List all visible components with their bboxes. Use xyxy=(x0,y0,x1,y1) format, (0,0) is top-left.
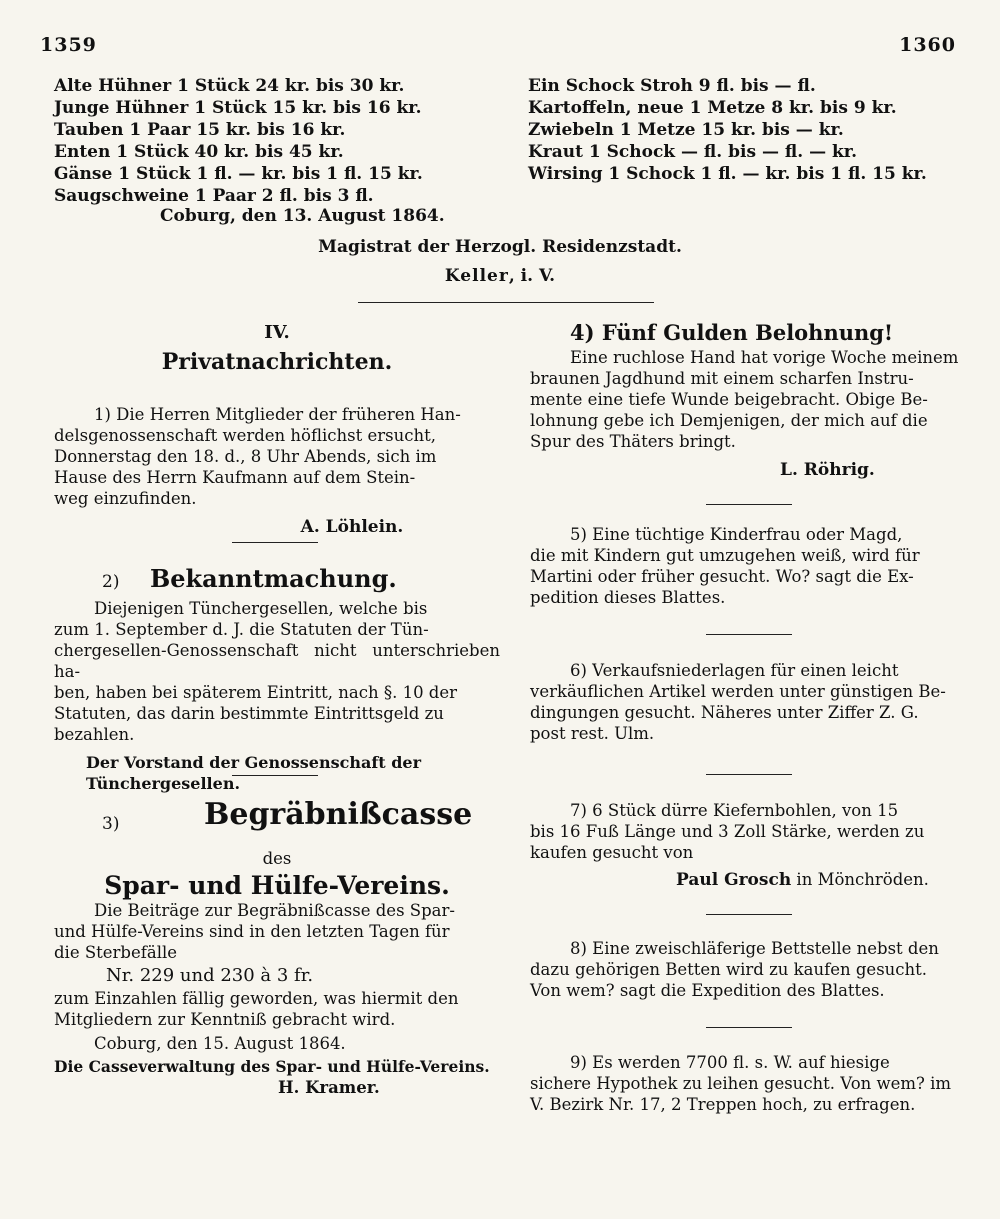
notice-divider xyxy=(706,914,792,915)
notice-line: bis 16 Fuß Länge und 3 Zoll Stärke, werden zu xyxy=(530,822,925,841)
notice-line: V. Bezirk Nr. 17, 2 Treppen hoch, zu erfragen. xyxy=(530,1095,916,1114)
notice-subtitle: Spar- und Hülfe-Vereins. xyxy=(104,871,450,900)
notice-line: mente eine tiefe Wunde beigebracht. Obige Be- xyxy=(530,390,928,409)
notice-3 xyxy=(54,797,500,1098)
notice-line: die mit Kindern gut umzugehen weiß, wird für xyxy=(530,546,920,565)
notice-line: 8) Eine zweischläferige Bettstelle nebst den xyxy=(570,939,939,958)
notice-line: Donnerstag den 18. d., 8 Uhr Abends, sich im xyxy=(54,447,437,466)
signature-name: Paul Grosch xyxy=(676,870,792,890)
notice-6 xyxy=(530,660,970,744)
notice-line: Statuten, das darin bestimmte Eintrittsgeld zu xyxy=(54,704,444,723)
notice-signature: Der Vorstand der Genossenschaft der Tünchergesellen. xyxy=(86,753,421,793)
section-divider xyxy=(358,302,654,303)
notice-line: 7) 6 Stück dürre Kiefernbohlen, von 15 xyxy=(570,801,899,820)
price-line: Kraut 1 Schock — fl. bis — fl. — kr. xyxy=(528,142,858,162)
price-line: Ein Schock Stroh 9 fl. bis — fl. xyxy=(528,76,816,96)
notice-line: dingungen gesucht. Näheres unter Ziffer Z. G. xyxy=(530,703,919,722)
notice-line: 6) Verkaufsniederlagen für einen leicht xyxy=(570,661,899,680)
price-list-date: Coburg, den 13. August 1864. xyxy=(160,206,445,226)
price-line: Junge Hühner 1 Stück 15 kr. bis 16 kr. xyxy=(54,98,422,118)
notice-number: 3) xyxy=(102,814,120,834)
notice-line: 9) Es werden 7700 fl. s. W. auf hiesige xyxy=(570,1053,890,1072)
notice-line: weg einzufinden. xyxy=(54,489,197,508)
page-number-left: 1359 xyxy=(40,34,97,56)
notice-title: Begräbnißcasse xyxy=(204,797,473,832)
keller-name: Keller xyxy=(444,266,509,286)
price-line: Wirsing 1 Schock 1 fl. — kr. bis 1 fl. 15 kr. xyxy=(528,164,927,184)
notice-line: pedition dieses Blattes. xyxy=(530,588,726,607)
price-list-right xyxy=(528,75,968,185)
notice-line: Von wem? sagt die Expedition des Blattes. xyxy=(530,981,885,1000)
notice-title: Bekanntmachung. xyxy=(150,564,397,593)
price-line: Tauben 1 Paar 15 kr. bis 16 kr. xyxy=(54,120,346,140)
notice-des: des xyxy=(262,849,292,868)
notice-signature: A. Löhlein. xyxy=(300,517,404,537)
price-line: Enten 1 Stück 40 kr. bis 45 kr. xyxy=(54,142,344,162)
section-numeral: IV. xyxy=(264,322,290,343)
notice-divider xyxy=(706,504,792,505)
price-line: Zwiebeln 1 Metze 15 kr. bis — kr. xyxy=(528,120,844,140)
notice-numbers: Nr. 229 und 230 à 3 fr. xyxy=(106,965,314,986)
notice-signature: Die Casseverwaltung des Spar- und Hülfe-Vereins. xyxy=(54,1057,490,1076)
notice-divider xyxy=(232,542,318,543)
notice-divider xyxy=(706,634,792,635)
notice-title: 4) Fünf Gulden Belohnung! xyxy=(570,320,894,345)
notice-4 xyxy=(530,322,970,481)
notice-9 xyxy=(530,1052,970,1115)
notice-signature: L. Röhrig. xyxy=(780,460,875,480)
price-line: Alte Hühner 1 Stück 24 kr. bis 30 kr. xyxy=(54,76,405,96)
notice-line: die Sterbefälle xyxy=(54,943,178,962)
price-line: Kartoffeln, neue 1 Metze 8 kr. bis 9 kr. xyxy=(528,98,897,118)
notice-line: und Hülfe-Vereins sind in den letzten Tagen für xyxy=(54,922,450,941)
notice-line: Eine ruchlose Hand hat vorige Woche meinem xyxy=(570,348,959,367)
price-list-left xyxy=(54,75,494,207)
notice-line: post rest. Ulm. xyxy=(530,724,655,743)
keller-suffix: , i. V. xyxy=(508,266,556,286)
notice-line: zum Einzahlen fällig geworden, was hiermit den xyxy=(54,989,459,1008)
section-title: Privatnachrichten. xyxy=(161,349,393,375)
notice-2 xyxy=(54,564,500,794)
notice-line: ben, haben bei späterem Eintritt, nach §. 10 der xyxy=(54,683,458,702)
notice-line: delsgenossenschaft werden höflichst ersucht, xyxy=(54,426,436,445)
keller-signature xyxy=(0,266,1000,286)
notice-line: Martini oder früher gesucht. Wo? sagt die Ex- xyxy=(530,567,914,586)
notice-line: Hause des Herrn Kaufmann auf dem Stein- xyxy=(54,468,416,487)
page-number-right: 1360 xyxy=(899,34,956,56)
notice-line: braunen Jagdhund mit einem scharfen Instru- xyxy=(530,369,914,388)
price-line: Saugschweine 1 Paar 2 fl. bis 3 fl. xyxy=(54,186,374,206)
notice-line: lohnung gebe ich Demjenigen, der mich auf die xyxy=(530,411,928,430)
notice-line: verkäuflichen Artikel werden unter günstigen Be- xyxy=(530,682,946,701)
price-line: Gänse 1 Stück 1 fl. — kr. bis 1 fl. 15 kr. xyxy=(54,164,423,184)
notice-8 xyxy=(530,938,970,1001)
notice-line: bezahlen. xyxy=(54,725,135,744)
notice-number: 2) xyxy=(102,572,120,592)
signature-place: in Mönchröden. xyxy=(791,870,929,889)
notice-line: 5) Eine tüchtige Kinderfrau oder Magd, xyxy=(570,525,903,544)
notice-line: sichere Hypothek zu leihen gesucht. Von wem? im xyxy=(530,1074,952,1093)
notice-divider xyxy=(706,774,792,775)
notice-divider xyxy=(232,775,318,776)
notice-date: Coburg, den 15. August 1864. xyxy=(94,1034,346,1053)
notice-line: Die Beiträge zur Begräbnißcasse des Spar- xyxy=(94,901,455,920)
notice-line: zum 1. September d. J. die Statuten der Tün- xyxy=(54,620,429,639)
notice-line: dazu gehörigen Betten wird zu kaufen gesucht. xyxy=(530,960,928,979)
notice-line: kaufen gesucht von xyxy=(530,843,694,862)
notice-signer: H. Kramer. xyxy=(278,1078,380,1097)
notice-line: Spur des Thäters bringt. xyxy=(530,432,736,451)
notice-line: 1) Die Herren Mitglieder der früheren Han- xyxy=(94,405,461,424)
magistrat-signature: Magistrat der Herzogl. Residenzstadt. xyxy=(318,237,682,257)
notice-5 xyxy=(530,524,970,608)
notice-line: Diejenigen Tünchergesellen, welche bis xyxy=(94,599,428,618)
notice-line: chergesellen-Genossenschaft nicht unterschrieben ha- xyxy=(54,641,500,681)
notice-1 xyxy=(54,404,500,538)
notice-signature xyxy=(530,869,970,891)
notice-divider xyxy=(706,1027,792,1028)
notice-7 xyxy=(530,800,970,891)
notice-line: Mitgliedern zur Kenntniß gebracht wird. xyxy=(54,1010,396,1029)
